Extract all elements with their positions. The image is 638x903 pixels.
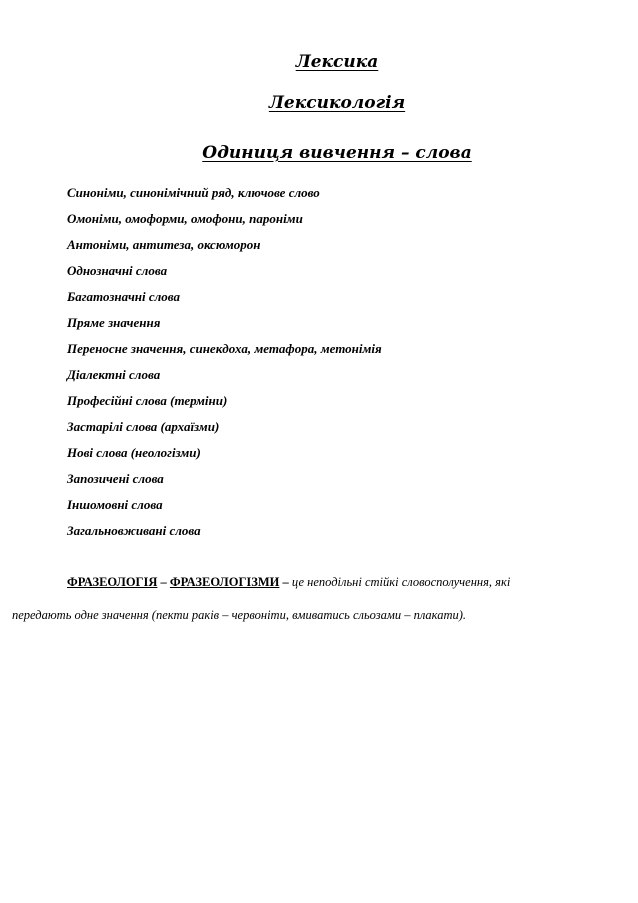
phraseology-term: ФРАЗЕОЛОГІЯ	[67, 575, 158, 589]
list-item: Багатозначні слова	[67, 289, 181, 304]
list-item: Застарілі слова (архаїзми)	[67, 419, 220, 434]
phraseology-line-1	[12, 566, 624, 599]
list-item: Переносне значення, синекдоха, метафора, метонімія	[67, 341, 382, 356]
list-item: Синоніми, синонімічний ряд, ключове слово	[67, 185, 320, 200]
phraseologisms-term: ФРАЗЕОЛОГІЗМИ	[169, 575, 280, 589]
list-item: Антоніми, антитеза, оксюморон	[67, 237, 261, 252]
phraseology-paragraph	[12, 566, 624, 632]
terms-list	[67, 180, 382, 544]
list-item: Пряме значення	[67, 315, 161, 330]
list-item: Іншомовні слова	[67, 497, 163, 512]
dash: –	[279, 575, 292, 589]
list-item: Запозичені слова	[67, 471, 164, 486]
page-subtitle: Лексикологія	[268, 93, 406, 113]
page-title: Лексика	[295, 52, 379, 72]
phraseology-line-2: передають одне значення (пекти раків – червоніти, вмиватись сльозами – плакати).	[12, 608, 467, 622]
list-item: Діалектні слова	[67, 367, 161, 382]
unit-heading: Одиниця вивчення – слова	[202, 143, 472, 163]
list-item: Однозначні слова	[67, 263, 168, 278]
list-item: Нові слова (неологізми)	[67, 445, 201, 460]
definition-text: це неподільні стійкі словосполучення, які	[291, 575, 511, 589]
list-item: Загальновживані слова	[67, 523, 201, 538]
dash: –	[157, 575, 170, 589]
list-item: Омоніми, омоформи, омофони, пароніми	[67, 211, 303, 226]
list-item: Професійні слова (терміни)	[67, 393, 228, 408]
